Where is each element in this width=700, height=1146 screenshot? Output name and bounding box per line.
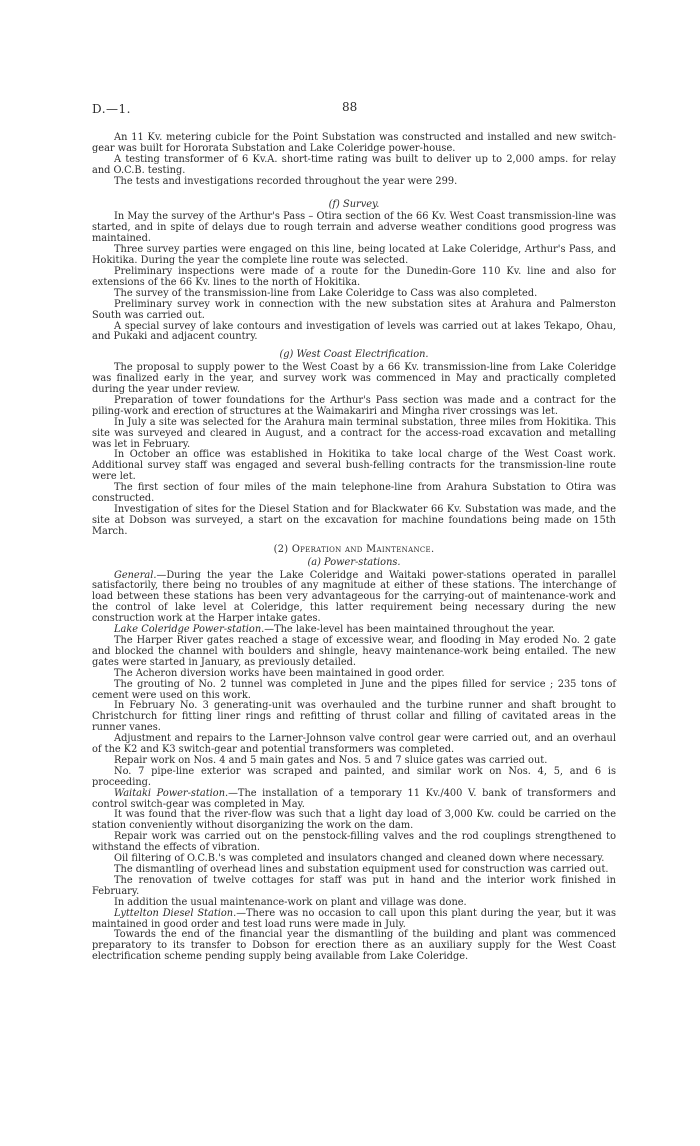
paragraph: The first section of four miles of the main telephone-line from Arahura Substation to Otira was constructed. bbox=[92, 482, 616, 505]
paragraph: The proposal to supply power to the West Coast by a 66 Kv. transmission-line from Lake Coleridge was finalized early in the year, and survey work was commenced in May and practically completed during the year under review. bbox=[92, 362, 616, 396]
paragraph: The Harper River gates reached a stage of excessive wear, and flooding in May eroded No. 2 gate and blocked the channel with boulders and shingle, heavy maintenance-work being entailed. The new gates were started in January, as previously detailed. bbox=[92, 634, 616, 668]
paragraph: The grouting of No. 2 tunnel was completed in June and the pipes filled for service ; 235 tons of cement were used on this work. bbox=[92, 678, 616, 701]
document-body bbox=[92, 133, 616, 963]
paragraph: In addition the usual maintenance-work on plant and village was done. bbox=[114, 896, 467, 908]
paragraph: A testing transformer of 6 Kv.A. short-time rating was built to deliver up to 2,000 amps. for relay and O.C.B. testing. bbox=[92, 153, 616, 176]
paragraph: Towards the end of the financial year the dismantling of the building and plant was commenced preparatory to its transfer to Dobson for erection there as an auxiliary supply for the West Coast electrification scheme pending supply being available from Lake Coleridge. bbox=[92, 929, 616, 963]
paragraph: The dismantling of overhead lines and substation equipment used for construction was carried out. bbox=[114, 864, 609, 875]
page-header bbox=[92, 100, 622, 118]
run-in-heading: General. bbox=[114, 569, 157, 581]
subsection-heading-power-stations: (a) Power-stations. bbox=[307, 556, 401, 568]
paragraph: Repair work was carried out on the penstock-filling valves and the rod couplings strengthened to withstand the effects of vibration. bbox=[92, 831, 616, 854]
paragraph: Oil filtering of O.C.B.'s was completed and insulators changed and cleaned down where necessary. bbox=[114, 853, 605, 865]
paragraph: No. 7 pipe-line exterior was scraped and painted, and similar work on Nos. 4, 5, and 6 is proceeding. bbox=[92, 765, 616, 788]
paragraph: Three survey parties were engaged on this line, being located at Lake Coleridge, Arthur's Pass, and Hokitika. During the year the complete line route was selected. bbox=[92, 244, 616, 267]
paragraph: Adjustment and repairs to the Larner-Johnson valve control gear were carried out, and an overhaul of the K2 and K3 switch-gear and potential transformers was completed. bbox=[92, 733, 616, 756]
paragraph: A special survey of lake contours and investigation of levels was carried out at lakes Tekapo, Ohau, and Pukaki and adjacent country. bbox=[92, 320, 616, 343]
paragraph-waitaki: Waitaki Power-station.—The installation of a temporary 11 Kv./400 V. bank of transformers and control switch-gear was completed in May. bbox=[92, 787, 617, 810]
document-reference: D.—1. bbox=[92, 102, 131, 116]
paragraph: In July a site was selected for the Arahura main terminal substation, three miles from Hokitika. This site was surveyed and cleared in August, and a contract for the access-road excavation and metalling was let in February. bbox=[92, 416, 616, 450]
paragraph: In February No. 3 generating-unit was overhauled and the turbine runner and shaft brought to Christchurch for fitting liner rings and refitting of thrust collar and filling of cavitated areas in the runner vanes. bbox=[92, 700, 616, 734]
paragraph: Investigation of sites for the Diesel Station and for Blackwater 66 Kv. Substation was made, and the site at Dobson was surveyed, a start on the excavation for machine foundations being made on 15th March. bbox=[92, 504, 616, 537]
run-in-heading: Waitaki Power-station. bbox=[114, 787, 229, 799]
run-in-heading: Lyttelton Diesel Station. bbox=[114, 907, 237, 919]
paragraph: The Acheron diversion works have been maintained in good order. bbox=[114, 667, 445, 679]
paragraph: In May the survey of the Arthur's Pass – Otira section of the 66 Kv. West Coast transmission-line was started, and in spite of delays due to rough terrain and adverse weather conditions good progress was maintained. bbox=[92, 211, 616, 245]
section-heading-survey: (f) Survey. bbox=[328, 198, 380, 210]
paragraph: The renovation of twelve cottages for staff was put in hand and the interior work finished in February. bbox=[92, 874, 616, 897]
paragraph: Preliminary inspections were made of a route for the Dunedin-Gore 110 Kv. line and also for extensions of the 66 Kv. lines to the north of Hokitika. bbox=[92, 265, 616, 288]
paragraph-lake-coleridge: Lake Coleridge Power-station.—The lake-level has been maintained throughout the year. bbox=[114, 624, 555, 636]
paragraph: It was found that the river-flow was such that a light day load of 3,000 Kw. could be carried on the station conveniently without disorganizing the work on the dam. bbox=[92, 809, 616, 832]
paragraph: The survey of the transmission-line from Lake Coleridge to Cass was also completed. bbox=[114, 287, 538, 299]
paragraph: In October an office was established in Hokitika to take local charge of the West Coast work. Additional survey staff was engaged and several bush-felling contracts for the transmission-line route were let. bbox=[92, 449, 616, 483]
paragraph-lyttelton: Lyttelton Diesel Station.—There was no occasion to call upon this plant during the year, but it was maintained in good order and test load runs were made in July. bbox=[92, 907, 616, 930]
paragraph: Preparation of tower foundations for the Arthur's Pass section was made and a contract for the piling-work and erection of structures at the Waimakariri and Mingha river crossings was let. bbox=[92, 394, 616, 417]
paragraph-general: General.—During the year the Lake Coleridge and Waitaki power-stations operated in parallel satisfactorily, there being no troubles of any magnitude at either of these stations. The interchange of load between these stations has been very advantageous for the carrying-out of maintenance-work and the control of lake level at Coleridge, this latter requirement being necessary during the new construction work at the Harper intake gates. bbox=[92, 569, 616, 625]
paragraph: Repair work on Nos. 4 and 5 main gates and Nos. 5 and 7 sluice gates was carried out. bbox=[114, 754, 548, 766]
section-heading-operation: (2) Operation and Maintenance. bbox=[273, 543, 435, 555]
paragraph: An 11 Kv. metering cubicle for the Point Substation was constructed and installed and new switch-gear was built for Hororata Substation and Lake Coleridge power-house. bbox=[92, 132, 616, 154]
section-heading-west-coast: (g) West Coast Electrification. bbox=[279, 349, 429, 361]
page-number: 88 bbox=[342, 100, 358, 114]
paragraph: Preliminary survey work in connection with the new substation sites at Arahura and Palmerston South was carried out. bbox=[92, 298, 616, 321]
paragraph: The tests and investigations recorded throughout the year were 299. bbox=[114, 175, 458, 187]
run-in-heading: Lake Coleridge Power-station. bbox=[114, 624, 265, 636]
